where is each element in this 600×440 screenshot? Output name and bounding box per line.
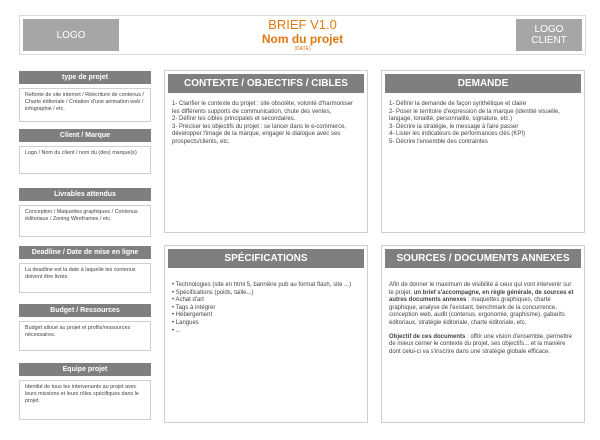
request-line: 2- Poser le territoire d'expression de la marque (identité visuelle, langage, tonalité, personnalité, signature, etc.) xyxy=(389,108,560,123)
sidebar-heading-budget: Budget / Ressources xyxy=(19,304,151,317)
spec-item: • Achat d'art xyxy=(172,297,360,305)
sidebar-text-project-type: Refonte de site internet / Réécriture de contenus / Charte éditoriale / Création d'une animation web / infographie / etc. xyxy=(19,88,151,122)
spec-item: • Spécifications (poids, taille...) xyxy=(172,290,360,298)
sources-text: : maquettes graphiques, charte graphique, analyse de l'existant, benchmark de la concurrence, conception web, audit (contenus, ergonomie, graphisme), gabarits éditoriaux, stratégie éditoriale, charte éditoriale, etc. xyxy=(389,297,565,326)
spec-item: • Technologies (site en html 5, bannière pub au format flash, site ...) xyxy=(172,282,360,290)
header-title-block xyxy=(20,18,585,53)
sidebar-text-team: Identité de tous les intervenants au projet avec leurs missions et leurs rôles spécifiques dans le projet. xyxy=(19,380,151,420)
sources-paragraph xyxy=(389,282,577,328)
sources-emphasis: un brief s'accompagne, en règle générale, de sources et autres documents annexes xyxy=(389,289,574,304)
request-line: 5- Décrire l'ensemble des contraintes xyxy=(389,138,488,145)
sources-objective-label: Objectif de ces documents xyxy=(389,333,466,340)
context-panel-title: CONTEXTE / OBJECTIFS / CIBLES xyxy=(168,74,364,93)
sources-panel-title: SOURCES / DOCUMENTS ANNEXES xyxy=(385,249,581,268)
context-panel xyxy=(164,70,368,233)
context-line: 3- Préciser les objectifs du projet : se lancer dans le e-commerce, développer l'image de la marque, engager le dialogue avec ses prospects/clients, etc. xyxy=(172,123,347,145)
sidebar-heading-project-type: type de projet xyxy=(19,71,151,84)
sidebar-heading-client: Client / Marque xyxy=(19,129,151,142)
sidebar-heading-deadline: Deadline / Date de mise en ligne xyxy=(19,246,151,259)
sources-panel-body xyxy=(382,268,584,356)
request-panel-title: DEMANDE xyxy=(385,74,581,93)
sources-objective-text: : offrir une vision d'ensemble, permettre de mieux cerner le contexte du projet, ses objectifs... et la manière dont celui-ci va s'inscrire dans une stratégie globale efficace. xyxy=(389,333,573,355)
project-date: (DATE) xyxy=(294,46,311,52)
request-line: 4- Lister les indicateurs de performances clés (KPI) xyxy=(389,131,526,138)
sidebar-text-deliverables: Conception / Maquettes graphiques / Contenus éditoriaux / Zoning Wireframes / etc. xyxy=(19,205,151,237)
project-name: Nom du projet xyxy=(261,32,344,46)
sidebar-heading-deliverables: Livrables attendus xyxy=(19,188,151,201)
context-panel-body xyxy=(165,93,367,147)
context-line: 2- Définir les cibles principales et secondaires. xyxy=(172,116,296,123)
specifications-list xyxy=(172,282,360,335)
sources-panel xyxy=(381,245,585,423)
sidebar-text-budget: Budget alloué au projet et profils/ressources nécessaires. xyxy=(19,321,151,351)
context-line: 1- Clarifier le contexte du projet : site obsolète, volonté d'harmoniser les différents supports de communication, chute des ventes, xyxy=(172,101,353,115)
specifications-panel-body xyxy=(165,268,367,335)
specifications-panel-title: SPÉCIFICATIONS xyxy=(168,249,364,268)
request-panel xyxy=(381,70,585,233)
spec-item: • ... xyxy=(172,328,360,336)
request-panel-body xyxy=(382,93,584,147)
sidebar-heading-team: Equipe projet xyxy=(19,363,151,376)
specifications-panel xyxy=(164,245,368,423)
sources-text: Afin de donner le maximum de visibilité à ceux qui vont intervenir sur le projet, xyxy=(389,282,572,296)
sources-objective-paragraph xyxy=(389,334,577,357)
sidebar-text-deadline: La deadline est la date à laquelle les contenus doivent être livrés. xyxy=(19,263,151,293)
spec-item: • Tags à intégrer xyxy=(172,305,360,313)
sidebar-text-client: Logo / Nom du client / nom du (des) marque(s) xyxy=(19,146,151,174)
spec-item: • Hébergement xyxy=(172,312,360,320)
request-line: 3- Décrire la stratégie, le message à faire passer xyxy=(389,123,519,130)
request-line: 1- Définir la demande de façon synthétique et claire xyxy=(389,101,527,107)
brief-header xyxy=(19,15,586,55)
spec-item: • Langues xyxy=(172,320,360,328)
client-logo-placeholder: LOGO CLIENT xyxy=(516,19,582,51)
agency-logo-placeholder: LOGO xyxy=(23,19,119,51)
brief-version-title: BRIEF V1.0 xyxy=(268,17,337,32)
